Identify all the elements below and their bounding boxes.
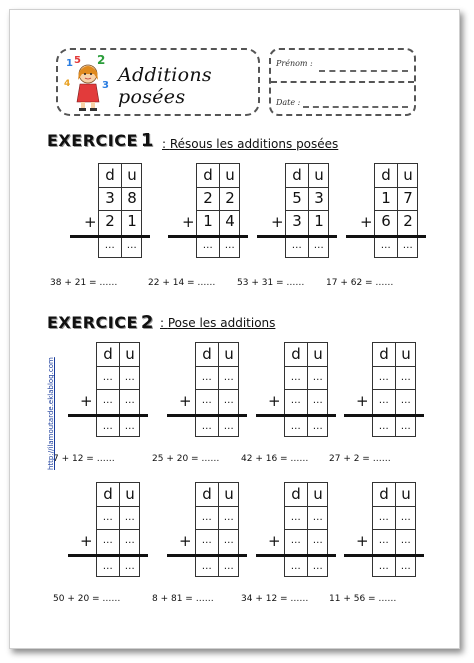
addition-grid — [96, 342, 140, 437]
equation-label: 34 + 12 = …… — [241, 594, 309, 604]
addition-grid — [96, 482, 140, 577]
digit-cell[interactable]: … — [400, 512, 412, 523]
digit-cell[interactable]: … — [124, 395, 136, 406]
result-cell[interactable]: … — [102, 421, 114, 432]
column-label: u — [225, 166, 235, 184]
exercise2-word: EXERCICE — [47, 313, 138, 332]
plus-sign: + — [360, 213, 373, 231]
addition-grid — [372, 482, 416, 577]
row-divider — [373, 529, 415, 530]
row-divider — [99, 187, 141, 188]
digit-cell: 3 — [292, 212, 302, 230]
row-divider — [99, 210, 141, 211]
title-box — [56, 48, 260, 116]
digit-cell[interactable]: … — [400, 372, 412, 383]
digit-cell[interactable]: … — [201, 372, 213, 383]
equation-label: 50 + 20 = …… — [53, 594, 121, 604]
digit-cell[interactable]: … — [290, 395, 302, 406]
digit-cell: 2 — [203, 189, 213, 207]
row-divider — [97, 529, 139, 530]
digit-cell: 5 — [292, 189, 302, 207]
row-divider — [373, 366, 415, 367]
row-divider — [97, 506, 139, 507]
digit-cell[interactable]: … — [102, 535, 114, 546]
addition-grid — [284, 482, 328, 577]
result-cell[interactable]: … — [312, 421, 324, 432]
addition-grid — [372, 342, 416, 437]
digit-cell[interactable]: … — [124, 535, 136, 546]
digit-cell[interactable]: … — [223, 395, 235, 406]
column-label: d — [291, 345, 301, 363]
worksheet-title: Additions posées — [118, 64, 212, 108]
result-cell[interactable]: … — [104, 240, 116, 251]
column-label: u — [125, 485, 135, 503]
plus-sign: + — [268, 392, 281, 410]
column-label: u — [127, 166, 137, 184]
addition-grid — [98, 163, 142, 258]
girl-illustration-icon — [64, 54, 114, 112]
digit-cell[interactable]: … — [400, 535, 412, 546]
digit-cell[interactable]: … — [400, 395, 412, 406]
digit-cell[interactable]: … — [378, 535, 390, 546]
exercise2-number: 2 — [140, 312, 154, 333]
digit-cell[interactable]: … — [378, 512, 390, 523]
result-cell[interactable]: … — [223, 421, 235, 432]
row-divider — [375, 187, 417, 188]
result-cell[interactable]: … — [224, 240, 236, 251]
plus-sign: + — [356, 532, 369, 550]
result-cell[interactable]: … — [313, 240, 325, 251]
digit-cell[interactable]: … — [312, 395, 324, 406]
plus-sign: + — [182, 213, 195, 231]
digit-cell[interactable]: … — [223, 512, 235, 523]
column-label: d — [203, 166, 213, 184]
row-divider — [285, 506, 327, 507]
digit-cell[interactable]: … — [290, 512, 302, 523]
row-divider — [285, 389, 327, 390]
result-bar — [256, 414, 336, 417]
addition-grid — [284, 342, 328, 437]
result-cell[interactable]: … — [312, 561, 324, 572]
exercise2-heading — [47, 312, 153, 333]
result-bar — [68, 554, 148, 557]
column-label: u — [224, 485, 234, 503]
row-divider — [375, 210, 417, 211]
equation-label: 22 + 14 = …… — [148, 278, 216, 288]
column-label: d — [202, 485, 212, 503]
prenom-label: Prénom : — [276, 59, 313, 68]
equation-label: 53 + 31 = …… — [237, 278, 305, 288]
result-cell[interactable]: … — [402, 240, 414, 251]
exercise2-instruction-text: Pose les additions — [167, 316, 276, 330]
row-divider — [97, 366, 139, 367]
row-divider — [97, 389, 139, 390]
digit-cell[interactable]: … — [201, 512, 213, 523]
equation-label: 8 + 81 = …… — [152, 594, 214, 604]
result-cell[interactable]: … — [400, 421, 412, 432]
row-divider — [373, 389, 415, 390]
equation-label: 25 + 20 = …… — [152, 454, 220, 464]
column-label: u — [313, 345, 323, 363]
plus-sign: + — [84, 213, 97, 231]
digit-cell: 3 — [105, 189, 115, 207]
digit-cell: 7 — [403, 189, 413, 207]
digit-cell: 6 — [381, 212, 391, 230]
addition-grid — [196, 163, 240, 258]
column-label: d — [381, 166, 391, 184]
result-cell[interactable]: … — [291, 240, 303, 251]
addition-grid — [195, 342, 239, 437]
digit-cell[interactable]: … — [378, 395, 390, 406]
row-divider — [286, 210, 328, 211]
row-divider — [196, 506, 238, 507]
result-cell[interactable]: … — [223, 561, 235, 572]
column-label: u — [224, 345, 234, 363]
result-cell[interactable]: … — [400, 561, 412, 572]
exercise1-instruction: : Résous les additions posées — [162, 137, 339, 151]
column-label: u — [313, 485, 323, 503]
plus-sign: + — [80, 392, 93, 410]
row-divider — [197, 210, 239, 211]
result-bar — [257, 235, 337, 238]
digit-cell[interactable]: … — [201, 395, 213, 406]
equation-label: 38 + 21 = …… — [50, 278, 118, 288]
digit-cell: 4 — [225, 212, 235, 230]
svg-text:2: 2 — [97, 54, 106, 67]
digit-cell: 2 — [105, 212, 115, 230]
plus-sign: + — [271, 213, 284, 231]
row-divider — [196, 366, 238, 367]
name-date-separator — [271, 81, 414, 83]
digit-cell[interactable]: … — [312, 372, 324, 383]
exercise1-instruction-text: Résous les additions posées — [169, 137, 339, 151]
digit-cell[interactable]: … — [223, 535, 235, 546]
column-label: u — [125, 345, 135, 363]
exercise1-heading — [47, 130, 153, 151]
exercise2-instruction: : Pose les additions — [160, 316, 276, 330]
digit-cell[interactable]: … — [312, 512, 324, 523]
svg-text:1: 1 — [66, 58, 73, 69]
digit-cell[interactable]: … — [201, 535, 213, 546]
result-bar — [346, 235, 426, 238]
column-label: u — [314, 166, 324, 184]
plus-sign: + — [179, 532, 192, 550]
result-cell[interactable]: … — [290, 421, 302, 432]
digit-cell: 8 — [127, 189, 137, 207]
addition-grid — [195, 482, 239, 577]
exercise1-number: 1 — [140, 130, 154, 151]
plus-sign: + — [179, 392, 192, 410]
column-label: d — [292, 166, 302, 184]
result-bar — [256, 554, 336, 557]
result-cell[interactable]: … — [124, 561, 136, 572]
column-label: u — [403, 166, 413, 184]
digit-cell[interactable]: … — [124, 512, 136, 523]
digit-cell: 2 — [403, 212, 413, 230]
svg-text:5: 5 — [74, 55, 81, 66]
result-bar — [167, 414, 247, 417]
equation-label: 11 + 56 = …… — [329, 594, 397, 604]
addition-grid — [285, 163, 329, 258]
result-cell[interactable]: … — [202, 240, 214, 251]
digit-cell[interactable]: … — [102, 395, 114, 406]
digit-cell[interactable]: … — [290, 372, 302, 383]
column-label: d — [202, 345, 212, 363]
equation-label: 42 + 16 = …… — [241, 454, 309, 464]
svg-text:4: 4 — [64, 79, 71, 89]
column-label: u — [401, 485, 411, 503]
column-label: d — [379, 345, 389, 363]
column-label: d — [291, 485, 301, 503]
result-cell[interactable]: … — [126, 240, 138, 251]
digit-cell: 1 — [314, 212, 324, 230]
plus-sign: + — [80, 532, 93, 550]
digit-cell[interactable]: … — [223, 372, 235, 383]
digit-cell[interactable]: … — [124, 372, 136, 383]
column-label: d — [103, 485, 113, 503]
svg-text:3: 3 — [102, 80, 109, 91]
row-divider — [286, 187, 328, 188]
result-cell[interactable]: … — [201, 561, 213, 572]
name-date-box — [269, 48, 416, 116]
equation-label: 7 + 12 = …… — [53, 454, 115, 464]
result-cell[interactable]: … — [102, 561, 114, 572]
result-cell[interactable]: … — [378, 561, 390, 572]
digit-cell[interactable]: … — [102, 512, 114, 523]
plus-sign: + — [268, 532, 281, 550]
digit-cell: 3 — [314, 189, 324, 207]
plus-sign: + — [356, 392, 369, 410]
row-divider — [373, 506, 415, 507]
result-cell[interactable]: … — [201, 421, 213, 432]
result-bar — [344, 554, 424, 557]
exercise1-word: EXERCICE — [47, 131, 138, 150]
row-divider — [285, 366, 327, 367]
row-divider — [196, 529, 238, 530]
result-bar — [168, 235, 248, 238]
side-url[interactable]: http://ilamoutarde.eklablog.com — [47, 357, 55, 470]
equation-label: 17 + 62 = …… — [326, 278, 394, 288]
digit-cell[interactable]: … — [312, 535, 324, 546]
worksheet-page — [9, 9, 460, 649]
result-bar — [344, 414, 424, 417]
result-cell[interactable]: … — [378, 421, 390, 432]
result-cell[interactable]: … — [290, 561, 302, 572]
row-divider — [197, 187, 239, 188]
addition-grid — [374, 163, 418, 258]
equation-label: 27 + 2 = …… — [329, 454, 391, 464]
result-bar — [68, 414, 148, 417]
row-divider — [196, 389, 238, 390]
digit-cell: 1 — [381, 189, 391, 207]
digit-cell[interactable]: … — [102, 372, 114, 383]
digit-cell: 1 — [203, 212, 213, 230]
digit-cell[interactable]: … — [378, 372, 390, 383]
digit-cell[interactable]: … — [290, 535, 302, 546]
date-line[interactable] — [303, 106, 408, 108]
digit-cell: 2 — [225, 189, 235, 207]
row-divider — [285, 529, 327, 530]
result-bar — [167, 554, 247, 557]
column-label: u — [401, 345, 411, 363]
prenom-line[interactable] — [319, 70, 408, 72]
digit-cell: 1 — [127, 212, 137, 230]
date-label: Date : — [276, 98, 301, 107]
column-label: d — [379, 485, 389, 503]
result-cell[interactable]: … — [380, 240, 392, 251]
result-bar — [70, 235, 150, 238]
result-cell[interactable]: … — [124, 421, 136, 432]
column-label: d — [105, 166, 115, 184]
column-label: d — [103, 345, 113, 363]
